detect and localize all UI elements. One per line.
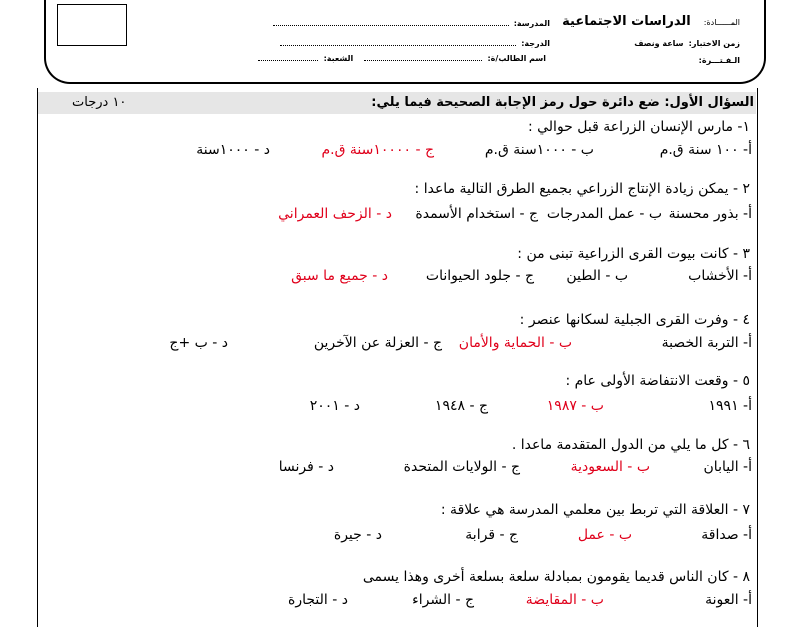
- q6-option-b[interactable]: ب - السعودية: [570, 459, 650, 475]
- student-row: [258, 46, 546, 65]
- question-7: ٧ - العلاقة التي تربط بين معلمي المدرسة هي علاقة :: [440, 502, 750, 518]
- q4-option-a[interactable]: أ- التربة الخصبة: [661, 335, 752, 351]
- q6-option-a[interactable]: أ- اليابان: [703, 459, 752, 475]
- q8-option-d[interactable]: د - التجارة: [288, 592, 348, 608]
- question-6: ٦ - كل ما يلي من الدول المتقدمة ماعدا .: [511, 437, 750, 453]
- q6-option-c[interactable]: ج - الولايات المتحدة: [403, 459, 520, 475]
- q3-option-a[interactable]: أ- الأخشاب: [688, 268, 752, 284]
- q5-option-b[interactable]: ب - ١٩٨٧: [546, 398, 604, 414]
- q5-option-c[interactable]: ج - ١٩٤٨: [434, 398, 488, 414]
- q7-option-d[interactable]: د - جيرة: [333, 527, 382, 543]
- q7-option-c[interactable]: ج - قرابة: [465, 527, 518, 543]
- q8-option-b[interactable]: ب - المقايضة: [525, 592, 604, 608]
- student-label: اسم الطالب/ة:: [487, 54, 546, 63]
- q3-option-b[interactable]: ب - الطين: [566, 268, 628, 284]
- q3-option-c[interactable]: ج - جلود الحيوانات: [425, 268, 534, 284]
- question-2: ٢ - يمكن زيادة الإنتاج الزراعي بجميع الطرق التالية ماعدا :: [414, 181, 750, 197]
- q2-option-b[interactable]: ب - عمل المدرجات: [546, 206, 662, 222]
- q1-option-a[interactable]: أ- ١٠٠ سنة ق.م: [659, 142, 752, 158]
- question-3: ٣ - كانت بيوت القرى الزراعية تبنى من :: [517, 246, 750, 262]
- q2-option-c[interactable]: ج - استخدام الأسمدة: [415, 206, 538, 222]
- time-label: زمن الاختبار:: [688, 39, 740, 48]
- q1-option-d[interactable]: د - ١٠٠٠سنة: [196, 142, 270, 158]
- term-row: [699, 48, 740, 67]
- q2-option-a[interactable]: أ- بذور محسنة: [668, 206, 752, 222]
- question-4: ٤ - وفرت القرى الجبلية لسكانها عنصر :: [519, 312, 750, 328]
- time-value: ساعة ونصف: [634, 39, 684, 48]
- q7-option-b[interactable]: ب - عمل: [577, 527, 632, 543]
- q1-option-c[interactable]: ج - ١٠٠٠٠سنة ق.م: [321, 142, 434, 158]
- question-5: ٥ - وقعت الانتفاضة الأولى عام :: [565, 373, 750, 389]
- section-title: السؤال الأول: ضع دائرة حول رمز الإجابة الصحيحة فيما يلي:: [371, 95, 754, 110]
- grade-box: [57, 4, 127, 46]
- school-row: [273, 11, 550, 30]
- q8-option-a[interactable]: أ- العونة: [705, 592, 752, 608]
- q3-option-d[interactable]: د - جميع ما سبق: [291, 268, 388, 284]
- left-border: [37, 88, 38, 627]
- subject-value: الدراسات الاجتماعية: [562, 14, 691, 29]
- student-dots: [364, 52, 482, 61]
- right-border: [757, 88, 758, 627]
- q1-option-b[interactable]: ب - ١٠٠٠سنة ق.م: [484, 142, 594, 158]
- q4-option-c[interactable]: ج - العزلة عن الآخرين: [313, 335, 442, 351]
- section-label: الشعبة:: [323, 54, 354, 63]
- section-dots: [258, 52, 318, 61]
- grade-label: الدرجة:: [521, 39, 550, 48]
- section-marks: ١٠ درجات: [72, 95, 127, 110]
- subject-label: المــــــادة:: [703, 18, 740, 27]
- q5-option-a[interactable]: أ- ١٩٩١: [708, 398, 752, 414]
- school-dots: [273, 17, 509, 26]
- school-label: المدرسة:: [513, 19, 550, 28]
- question-8: ٨ - كان الناس قديما يقومون بمبادلة سلعة بسلعة أخرى وهذا يسمى: [362, 569, 750, 585]
- question-1: ١- مارس الإنسان الزراعة قبل حوالي :: [527, 119, 750, 135]
- subject-row: [562, 10, 740, 29]
- q7-option-a[interactable]: أ- صداقة: [701, 527, 752, 543]
- q4-option-d[interactable]: د - ب +ج: [169, 335, 228, 351]
- q6-option-d[interactable]: د - فرنسا: [278, 459, 334, 475]
- q8-option-c[interactable]: ج - الشراء: [412, 592, 474, 608]
- q5-option-d[interactable]: د - ٢٠٠١: [309, 398, 360, 414]
- q4-option-b[interactable]: ب - الحماية والأمان: [458, 335, 572, 351]
- grade-dots: [280, 37, 516, 46]
- term-label: الـفـتـــرة:: [698, 56, 740, 65]
- q2-option-d[interactable]: د - الزحف العمراني: [278, 206, 392, 222]
